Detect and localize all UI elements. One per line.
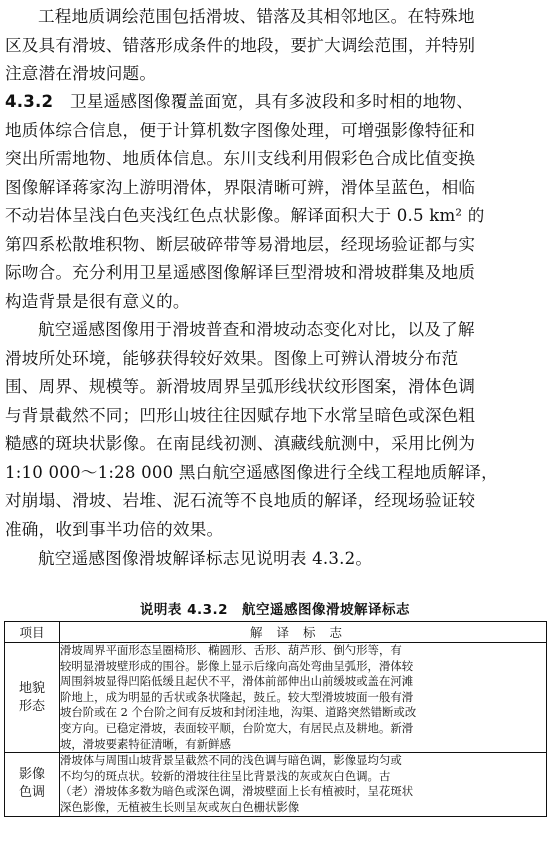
paragraph-table-reference — [5, 545, 547, 574]
row-marks-cell — [60, 753, 547, 816]
paragraph-survey-scope — [5, 3, 547, 89]
paragraph-aerial-imagery — [5, 316, 547, 544]
text-line: 与背景截然不同；凹形山坡往往因赋存地下水常呈暗色或深色粗 — [5, 405, 476, 425]
text-line — [5, 88, 547, 117]
cell-line: 阶地上，成为明显的舌状或条状隆起，鼓丘。较大型滑坡坡面一般有滑 — [60, 689, 414, 704]
interpretation-marks-table — [4, 621, 547, 817]
table-header-row — [5, 622, 547, 643]
text-line: 不动岩体呈浅白色夹浅红色点状影像。解译面积大于 0.5 km² 的 — [5, 206, 485, 225]
text-line: 1:10 000～1:28 000 黑白航空遥感图像进行全线工程地质解译， — [5, 462, 498, 482]
text-line: 航空遥感图像用于滑坡普查和滑坡动态变化对比，以及了解 — [38, 320, 475, 339]
text-line: 围、周界、规模等。新滑坡周界呈弧形线状纹形图案，滑体色调 — [5, 377, 476, 396]
row-item-cell — [5, 753, 60, 816]
cell-line: 坡台阶或在 2 个台阶之间有反坡和封闭洼地，沟渠、道路突然错断或改 — [60, 705, 417, 720]
text-line: 糙感的斑块状影像。在南昆线初测、滇藏线航测中，采用比例为 — [5, 434, 476, 453]
row-item-label: 地貌 — [18, 680, 45, 696]
table-row — [5, 643, 547, 753]
text-line: 区及具有滑坡、错落形成条件的地段，要扩大调绘范围，并特别 — [5, 35, 476, 55]
text-line: 准确，收到事半功倍的效果。 — [5, 519, 224, 539]
header-marks — [60, 622, 547, 643]
cell-line: 深色影像，无植被生长则呈灰或灰白色栅状影像 — [60, 799, 300, 814]
cell-line: 坡，滑坡要素特征清晰，有新鲜感 — [60, 736, 231, 751]
table-caption: 说明表 4.3.2 航空遥感图像滑坡解译标志 — [139, 602, 411, 618]
text-line: 注意潜在滑坡问题。 — [5, 64, 157, 83]
row-item-label: 形态 — [18, 698, 45, 714]
section-first-line: 卫星遥感图像覆盖面宽，具有多波段和多时相的地物、 — [70, 92, 474, 111]
row-item-label: 色调 — [18, 785, 45, 801]
cell-line: 周围斜坡显得凹陷低缓且起伏不平，滑体前部伸出山前缓坡或盖在河滩 — [60, 674, 414, 689]
cell-line: 较明显滑坡壁形成的围谷。影像上显示后缘向高处弯曲呈弧形，滑体较 — [60, 658, 414, 673]
header-marks-label: 解译标志 — [249, 625, 356, 640]
text-line: 构造背景是很有意义的。 — [5, 291, 190, 311]
cell-line: 滑坡周界平面形态呈圈椅形、椭圆形、舌形、葫芦形、倒勺形等，有 — [60, 643, 402, 657]
cell-line: 变方向。已稳定滑坡，表面较平顺，台阶宽大，有居民点及耕地。新滑 — [60, 720, 414, 735]
text-line: 对崩塌、滑坡、岩堆、泥石流等不良地质的解译，经现场验证较 — [5, 491, 476, 510]
cell-line: （老）滑坡体多数为暗色或深色调，滑坡壁面上长有植被时，呈花斑状 — [60, 784, 414, 799]
row-marks-cell — [60, 643, 547, 753]
header-item: 项目 — [5, 622, 60, 643]
cell-line: 不均匀的斑点状。较新的滑坡往往呈比背景浅的灰或灰白色调。古 — [60, 768, 391, 783]
text-line: 航空遥感图像滑坡解译标志见说明表 4.3.2。 — [38, 549, 373, 568]
row-item-cell — [5, 643, 60, 753]
section-4-3-2 — [5, 88, 547, 316]
section-number: 4.3.2 — [5, 92, 54, 111]
text-line: 地质体综合信息，便于计算机数字图像处理，可增强影像特征和 — [5, 120, 476, 140]
text-line: 第四系松散堆积物、断层破碎带等易滑地层，经现场验证都与实 — [5, 234, 476, 254]
row-item-label: 影像 — [18, 767, 45, 783]
text-line: 突出所需地物、地质体信息。东川支线利用假彩色合成比值变换 — [5, 149, 476, 168]
text-line: 滑坡所处环境，能够获得较好效果。图像上可辨认滑坡分布范 — [5, 348, 459, 368]
cell-line: 滑坡体与周围山坡背景呈截然不同的浅色调与暗色调，影像显均匀或 — [60, 753, 402, 768]
text-line: 际吻合。充分利用卫星遥感图像解译巨型滑坡和滑坡群集及地质 — [5, 263, 476, 282]
table-row — [5, 753, 547, 816]
text-line: 工程地质调绘范围包括滑坡、错落及其相邻地区。在特殊地 — [38, 7, 475, 26]
text-line: 图像解译蒋家沟上游明滑体，界限清晰可辨，滑体呈蓝色，相临 — [5, 177, 476, 197]
